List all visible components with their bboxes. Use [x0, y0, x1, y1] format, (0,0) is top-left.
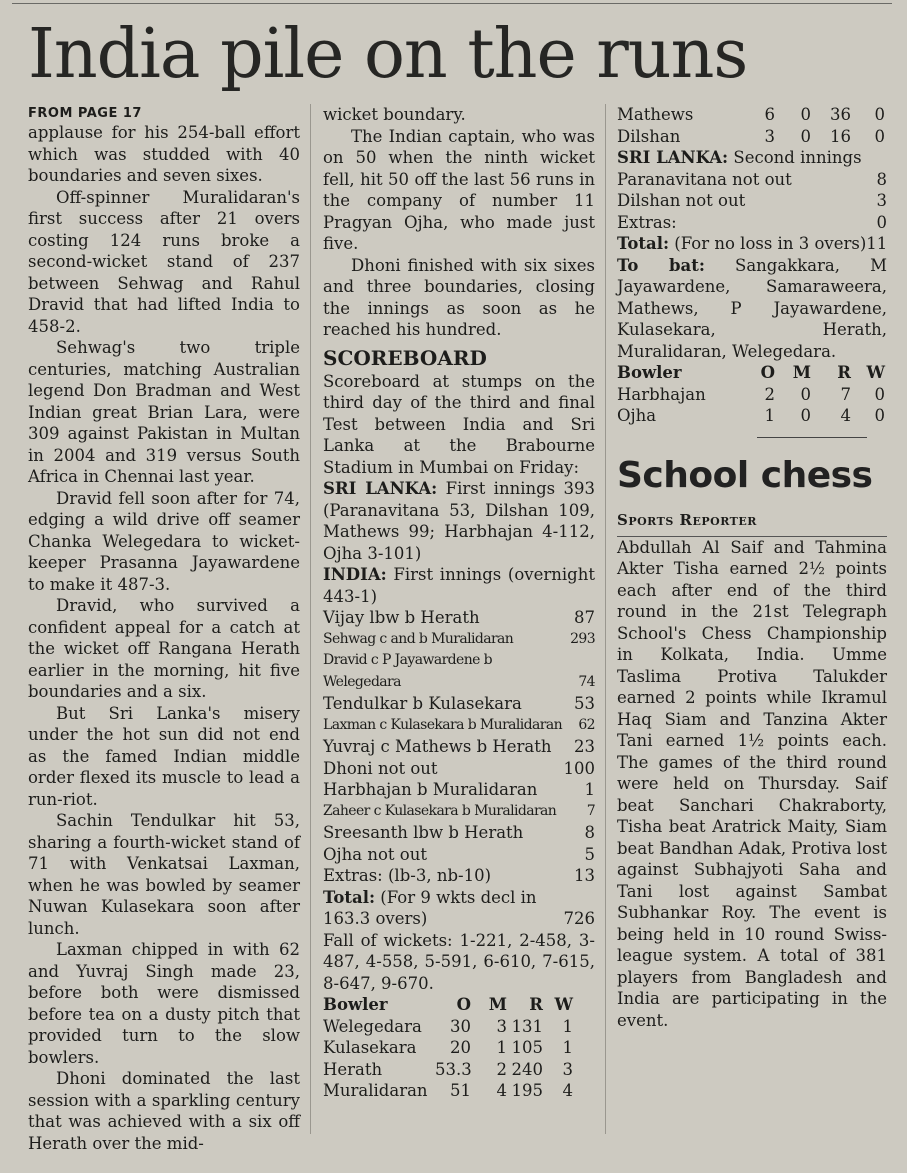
bowling-figure: 0 — [800, 406, 811, 425]
bowling-figure: 0 — [874, 126, 885, 146]
bowling-figure: 6 — [764, 105, 775, 124]
batting-row — [323, 736, 595, 758]
batsman-dismissal: Extras: — [617, 212, 677, 232]
batting-row — [617, 212, 887, 234]
batting-row — [323, 844, 595, 866]
batting-row — [323, 607, 595, 629]
sri-lanka-first-innings — [323, 478, 595, 564]
bowling-row — [617, 384, 887, 406]
bowling-figure: 51 — [450, 1081, 471, 1100]
batting-row — [323, 801, 595, 823]
bowling-figure: 0 — [874, 105, 885, 124]
total-runs: 726 — [563, 909, 595, 928]
sri-lanka-second-innings — [617, 147, 887, 169]
bowling-row — [617, 126, 887, 148]
batsman-runs: 23 — [574, 737, 595, 756]
paragraph: Sehwag's two triple centuries, matching Australian legend Don Bradman and West Indian great Brian Lara, were 309 against Pakistan in Multan in 2004 and 319 versus South Africa in Chennai last year. — [28, 338, 300, 486]
bowling-row — [323, 1016, 595, 1038]
batsman-runs: 62 — [578, 716, 595, 733]
bowling-figure: 1 — [764, 406, 775, 425]
innings-summary: First innings (overnight 443-1) — [323, 565, 595, 606]
bowling-figure: 4 — [496, 1081, 507, 1100]
batsman-dismissal: Paranavitana not out — [617, 169, 792, 189]
header-cell: O — [456, 995, 471, 1014]
chess-article-body: Abdullah Al Saif and Tahmina Akter Tisha earned 2½ points each after end of the third round in the 21st Telegraph School's Chess Championship in Kolkata, India. Umme Taslima Protiva Talukder earned 2 points while Ikramul Haq Siam and Tanzina Akter Tani earned 1½ points each. The games of the third round were held on Thursday. Saif beat Sanchari Chakraborty, Tisha beat Aratrick Maity, Siam beat Bandhan Adak, Protiva lost against Subhajyoti Saha and Tani lost against Sambat Subhankar Roy. The event is being held in 10 round Swiss-league system. A total of 381 players from Bangladesh and India are participating in the event. — [617, 537, 887, 1030]
header-cell: M — [488, 995, 507, 1014]
fall-of-wickets: Fall of wickets: 1-221, 2-458, 3-487, 4-558, 5-591, 6-610, 7-615, 8-647, 9-670. — [323, 930, 595, 993]
batsman-runs: 1 — [584, 780, 595, 799]
to-bat-list: Sangakkara, M Jayawardene, Samaraweera, Mathews, P Jayawardene, Kulasekara, Herath, Muralidaran, Welegedara. — [617, 255, 888, 361]
team-label: SRI LANKA: — [617, 148, 729, 167]
bowling-row — [323, 1037, 595, 1059]
batsman-runs: 53 — [574, 694, 595, 713]
batsman-runs: 100 — [563, 758, 595, 778]
batsman-runs: 7 — [586, 802, 595, 819]
chess-headline: School chess — [617, 454, 873, 496]
batsman-runs: 87 — [574, 608, 595, 627]
batsman-dismissal: Sehwag c and b Muralidaran — [323, 630, 514, 647]
second-innings-scorecard — [617, 169, 887, 234]
top-rule — [12, 3, 892, 4]
batsman-dismissal: Extras: (lb-3, nb-10) — [323, 866, 492, 885]
innings-summary: First innings 393 (Paranavitana 53, Dilshan 109, Mathews 99; Harbhajan 4-112, Ojha 3-101) — [323, 479, 595, 563]
bowler-name: Muralidaran — [323, 1081, 428, 1100]
bowling-figure: 4 — [562, 1081, 573, 1100]
batsman-runs: 0 — [876, 212, 887, 232]
bowling-figures — [323, 1016, 595, 1102]
batting-row — [323, 779, 595, 801]
batting-row — [323, 822, 595, 844]
batsman-dismissal: Tendulkar b Kulasekara — [323, 694, 522, 713]
paragraph: applause for his 254-ball effort which was studded with 40 boundaries and seven sixes. — [28, 123, 300, 185]
bowling-header — [617, 362, 887, 384]
header-cell: R — [529, 995, 543, 1014]
batsman-runs: 293 — [570, 630, 595, 647]
batsman-dismissal: Ojha not out — [323, 844, 427, 864]
bowler-name: Herath — [323, 1059, 383, 1079]
bowling-figure: 30 — [450, 1016, 471, 1036]
paragraph: Sachin Tendulkar hit 53, sharing a fourth-wicket stand of 71 with Venkatsai Laxman, when he was bowled by seamer Nuwan Kulasekara soon after lunch. — [28, 811, 300, 938]
column-3 — [617, 104, 887, 1031]
header-cell: M — [792, 363, 811, 382]
header-cell: W — [866, 363, 885, 382]
bowler-name: Harbhajan — [617, 384, 706, 404]
header-cell: Bowler — [323, 995, 388, 1014]
bowling-row — [323, 1080, 595, 1102]
batsman-dismissal: Yuvraj c Mathews b Herath — [323, 737, 552, 756]
batsman-dismissal: Sreesanth lbw b Herath — [323, 823, 524, 842]
column-divider — [310, 104, 311, 1134]
bowling-figure: 131 — [511, 1016, 543, 1036]
batsman-runs: 5 — [584, 844, 595, 864]
bowling-figure: 7 — [840, 384, 851, 404]
bowling-figure: 1 — [562, 1038, 573, 1057]
batting-row — [323, 865, 595, 887]
team-label: INDIA: — [323, 565, 387, 584]
batsman-dismissal: Dilshan not out — [617, 191, 746, 210]
bowling-figure: 0 — [800, 126, 811, 146]
batting-row — [323, 693, 595, 715]
paragraph: Dravid, who survived a confident appeal for a catch at the wicket off Rangana Herath earlier in the morning, hit five boundaries and a six. — [28, 596, 300, 701]
byline: Sports Reporter — [617, 510, 887, 537]
header-cell: Bowler — [617, 363, 682, 382]
innings-summary: Second innings — [728, 148, 862, 167]
bowling-figure: 36 — [830, 105, 851, 124]
second-innings-total — [617, 233, 887, 255]
batsman-dismissal: Zaheer c Kulasekara b Muralidaran — [323, 802, 557, 819]
paragraph: Laxman chipped in with 62 and Yuvraj Singh made 23, before both were dismissed before tea on a dusty pitch that provided turn to the slow bowlers. — [28, 940, 300, 1067]
total-row — [323, 908, 595, 930]
batsman-runs: 8 — [584, 823, 595, 842]
paragraph: wicket boundary. — [323, 105, 466, 124]
batsman-runs: 13 — [574, 866, 595, 885]
bowler-name: Ojha — [617, 406, 657, 425]
headline: India pile on the runs — [28, 15, 748, 94]
batsman-dismissal: Welegedara — [323, 673, 401, 690]
header-cell: R — [837, 363, 851, 382]
bowling-figure: 53.3 — [435, 1059, 472, 1079]
total-overs: 163.3 overs) — [323, 909, 428, 928]
column-2 — [323, 104, 595, 1102]
kicker: FROM PAGE 17 — [28, 106, 142, 121]
bowling-figure: 0 — [874, 384, 885, 404]
paragraph: Dravid fell soon after for 74, edging a wild drive off seamer Chanka Welegedara to wicket-keeper Prasanna Jayawardene to make it 487-3. — [28, 488, 300, 594]
to-bat-label: To bat: — [617, 255, 705, 275]
bowling-figure: 195 — [511, 1081, 543, 1100]
total-runs: 11 — [866, 234, 888, 253]
bowling-figure: 3 — [562, 1059, 573, 1079]
bowling-row — [617, 405, 887, 427]
total-text: (For 9 wkts decl in — [375, 887, 537, 907]
bowling-figures-continued — [617, 104, 887, 147]
scoreboard-intro: Scoreboard at stumps on the third day of the third and final Test between India and Sri Lanka at the Brabourne Stadium in Mumbai on Friday: — [323, 371, 595, 477]
bowling-figures — [617, 384, 887, 427]
bowling-row — [617, 104, 887, 126]
bowling-figure: 0 — [800, 384, 811, 404]
bowler-name: Kulasekara — [323, 1038, 417, 1057]
bowling-figure: 4 — [840, 406, 851, 425]
batting-row — [617, 190, 887, 212]
bowling-figure: 16 — [830, 126, 851, 146]
batsman-runs: 3 — [876, 191, 887, 210]
bowling-figure: 20 — [450, 1038, 471, 1057]
batting-row — [323, 629, 595, 651]
india-first-innings — [323, 564, 595, 607]
paragraph: Off-spinner Muralidaran's first success after 21 overs costing 124 runs broke a second-wicket stand of 237 between Sehwag and Rahul Dravid that had lifted India to 458-2. — [28, 187, 300, 336]
paragraph: But Sri Lanka's misery under the hot sun did not end as the famed Indian middle order flexed its muscle to lead a run-riot. — [28, 703, 300, 809]
batsman-runs: 74 — [578, 673, 595, 690]
bowling-figure: 105 — [511, 1038, 543, 1057]
paragraph: The Indian captain, who was on 50 when the ninth wicket fell, hit 50 off the last 56 runs in the company of number 11 Pragyan Ojha, who made just five. — [323, 126, 595, 253]
batsman-dismissal: Harbhajan b Muralidaran — [323, 780, 538, 799]
batsman-dismissal: Dhoni not out — [323, 758, 438, 778]
bowling-figure: 0 — [874, 406, 885, 425]
bowling-row — [323, 1059, 595, 1081]
bowling-header — [323, 994, 595, 1016]
batsman-dismissal: Vijay lbw b Herath — [323, 608, 480, 627]
to-bat — [617, 255, 887, 363]
team-label: SRI LANKA: — [323, 479, 438, 498]
bowling-figure: 1 — [496, 1038, 507, 1057]
bowling-figure: 3 — [496, 1016, 507, 1036]
column-1 — [28, 104, 300, 1154]
batting-row — [323, 715, 595, 737]
batting-row — [323, 650, 595, 672]
header-cell: W — [554, 995, 573, 1014]
total-label: Total: — [323, 887, 376, 907]
batsman-dismissal: Laxman c Kulasekara b Muralidaran — [323, 716, 563, 733]
bowler-name: Welegedara — [323, 1016, 422, 1036]
total-text: (For no loss in 3 overs) — [669, 234, 867, 253]
column-divider — [605, 104, 606, 1134]
header-cell: O — [760, 363, 775, 382]
bowling-figure: 2 — [764, 384, 775, 404]
scoreboard-heading: SCOREBOARD — [323, 345, 487, 370]
bowling-figure: 0 — [800, 105, 811, 124]
batting-row — [617, 169, 887, 191]
total-label: Total: — [617, 234, 670, 253]
bowling-figure: 3 — [764, 126, 775, 146]
batting-row — [323, 672, 595, 694]
batting-row — [323, 758, 595, 780]
bowling-figure: 1 — [562, 1016, 573, 1036]
bowler-name: Mathews — [617, 105, 694, 124]
batting-scorecard — [323, 607, 595, 887]
total-line — [323, 887, 595, 909]
bowling-figure: 240 — [511, 1059, 543, 1079]
paragraph: Dhoni finished with six sixes and three boundaries, closing the innings as soon as he reached his hundred. — [323, 255, 595, 339]
paragraph: Dhoni dominated the last session with a sparkling century that was achieved with a six off Herath over the mid- — [28, 1069, 300, 1153]
batsman-dismissal: Dravid c P Jayawardene b — [323, 652, 493, 668]
bowling-figure: 2 — [496, 1059, 507, 1079]
batsman-runs: 8 — [876, 169, 887, 189]
bowler-name: Dilshan — [617, 126, 681, 146]
section-divider — [757, 437, 867, 438]
